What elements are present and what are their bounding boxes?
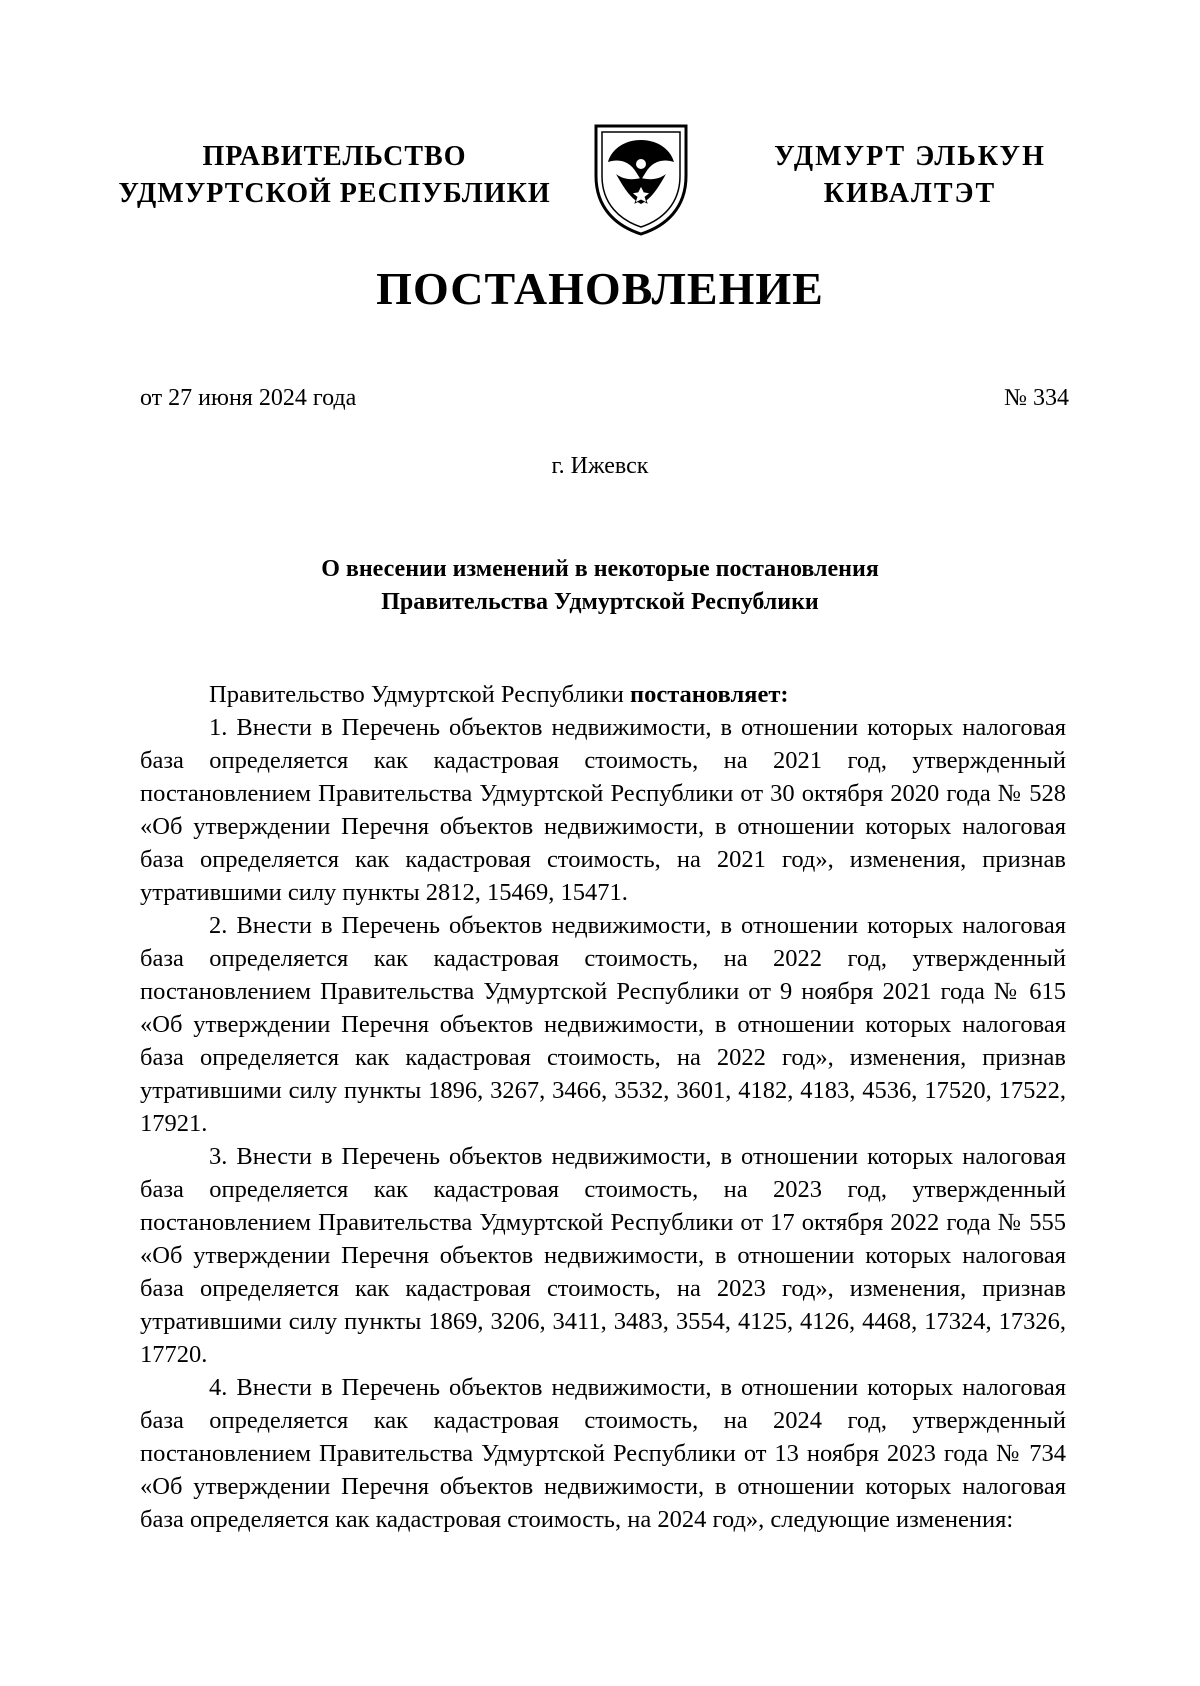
document-city: г. Ижевск bbox=[551, 453, 649, 479]
issuer-ru-line1: ПРАВИТЕЛЬСТВО bbox=[202, 141, 467, 172]
intro-text: Правительство Удмуртской Республики bbox=[209, 681, 630, 708]
document-date: от 27 июня 2024 года bbox=[140, 385, 357, 411]
coat-of-arms-icon bbox=[586, 118, 696, 236]
paragraph-1: 1. Внести в Перечень объектов недвижимости, в отношении которых налоговая база определяется как кадастровая стоимость, на 2021 год, утвержденный постановлением Правительства Удмуртской Республики от 30 октября 2020 года № 528 «Об утверждении Перечня объектов недвижимости, в отношении которых налоговая база определяется как кадастровая стоимость, на 2021 год», изменения, признав утратившими силу пункты 2812, 15469, 15471. bbox=[140, 714, 1066, 906]
subject-line1: О внесении изменений в некоторые постановления bbox=[321, 556, 879, 582]
issuer-udm bbox=[760, 138, 1060, 212]
document-body bbox=[140, 678, 1066, 1536]
document-title: ПОСТАНОВЛЕНИЕ bbox=[376, 263, 824, 314]
issuer-ru bbox=[112, 138, 557, 212]
document-number: № 334 bbox=[1004, 385, 1069, 411]
document-subject bbox=[0, 553, 1200, 619]
paragraph-4: 4. Внести в Перечень объектов недвижимости, в отношении которых налоговая база определяется как кадастровая стоимость, на 2024 год, утвержденный постановлением Правительства Удмуртской Республики от 13 ноября 2023 года № 734 «Об утверждении Перечня объектов недвижимости, в отношении которых налоговая база определяется как кадастровая стоимость, на 2024 год», следующие изменения: bbox=[140, 1374, 1066, 1533]
issuer-udm-line1: УДМУРТ ЭЛЬКУН bbox=[774, 141, 1046, 172]
subject-line2: Правительства Удмуртской Республики bbox=[381, 589, 819, 615]
issuer-udm-line2: КИВАЛТЭТ bbox=[823, 178, 997, 209]
intro-bold: постановляет: bbox=[629, 681, 789, 708]
intro-paragraph bbox=[140, 678, 1066, 711]
issuer-ru-line2: УДМУРТСКОЙ РЕСПУБЛИКИ bbox=[118, 178, 551, 209]
paragraph-2: 2. Внести в Перечень объектов недвижимости, в отношении которых налоговая база определяется как кадастровая стоимость, на 2022 год, утвержденный постановлением Правительства Удмуртской Республики от 9 ноября 2021 года № 615 «Об утверждении Перечня объектов недвижимости, в отношении которых налоговая база определяется как кадастровая стоимость, на 2022 год», изменения, признав утратившими силу пункты 1896, 3267, 3466, 3532, 3601, 4182, 4183, 4536, 17520, 17522, 17921. bbox=[140, 912, 1066, 1137]
paragraph-3: 3. Внести в Перечень объектов недвижимости, в отношении которых налоговая база определяется как кадастровая стоимость, на 2023 год, утвержденный постановлением Правительства Удмуртской Республики от 17 октября 2022 года № 555 «Об утверждении Перечня объектов недвижимости, в отношении которых налоговая база определяется как кадастровая стоимость, на 2023 год», изменения, признав утратившими силу пункты 1869, 3206, 3411, 3483, 3554, 4125, 4126, 4468, 17324, 17326, 17720. bbox=[140, 1143, 1066, 1368]
